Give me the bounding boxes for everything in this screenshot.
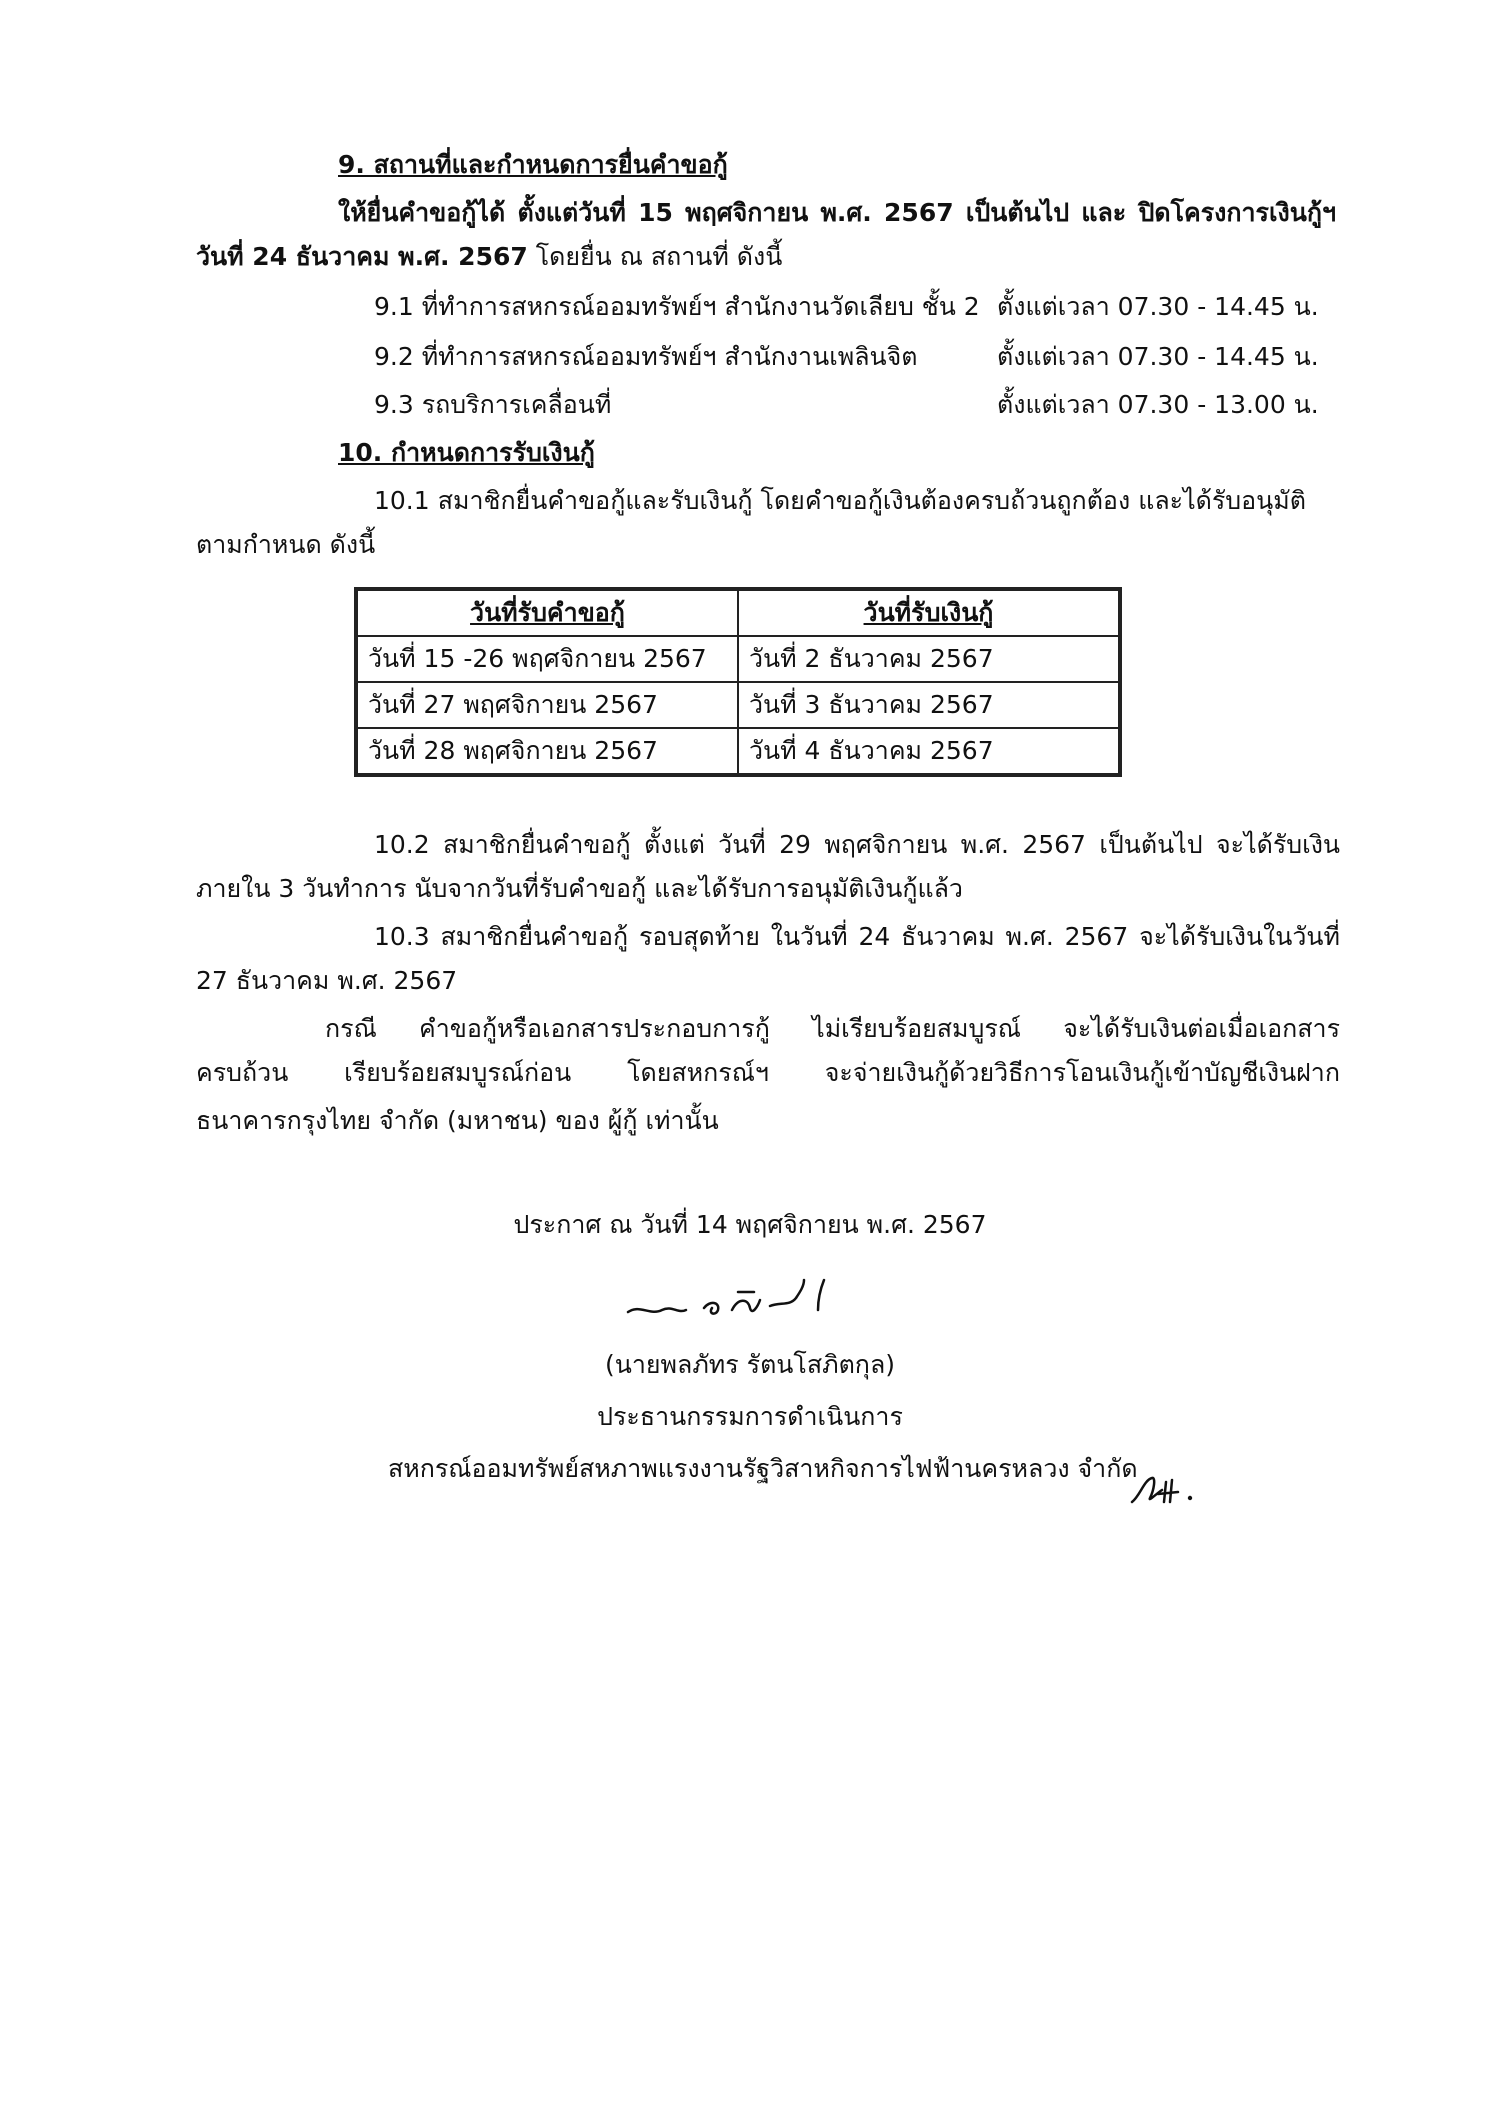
table-row xyxy=(357,728,1119,774)
section-9-heading: 9. สถานที่และกำหนดการยื่นคำขอกู้ xyxy=(338,150,728,179)
section-10-p3-line2: 27 ธันวาคม พ.ศ. 2567 xyxy=(196,966,458,995)
table-cell: วันที่ 3 ธันวาคม 2567 xyxy=(738,682,1119,728)
announcement-date: ประกาศ ณ วันที่ 14 พฤศจิกายน พ.ศ. 2567 xyxy=(513,1210,987,1239)
signature-icon xyxy=(620,1272,860,1332)
signer-title: ประธานกรรมการดำเนินการ xyxy=(597,1402,903,1431)
signer-name: (นายพลภัทร รัตนโสภิตกุล) xyxy=(604,1350,896,1379)
section-10-p1-text: 10.1 สมาชิกยื่นคำขอกู้และรับเงินกู้ โดยคำขอกู้เงินต้องครบถ้วนถูกต้อง และได้รับอนุมัติ xyxy=(374,486,1306,515)
initials-icon xyxy=(1126,1468,1196,1512)
place-item-1: 9.1 ที่ทำการสหกรณ์ออมทรัพย์ฯ สำนักงานวัดเลียบ ชั้น 2 xyxy=(374,292,980,321)
section-10-p2-text: 10.2 สมาชิกยื่นคำขอกู้ ตั้งแต่ วันที่ 29 พฤศจิกายน พ.ศ. 2567 เป็นต้นไป จะได้รับเงิน xyxy=(374,830,1340,859)
place-item-3: 9.3 รถบริการเคลื่อนที่ xyxy=(374,390,612,419)
section-9-intro-text: ให้ยื่นคำขอกู้ได้ ตั้งแต่วันที่ 15 พฤศจิกายน พ.ศ. 2567 เป็นต้นไป และ ปิดโครงการเงินกู้ฯ xyxy=(338,198,1336,227)
closing-date-rest: โดยยื่น ณ สถานที่ ดังนี้ xyxy=(527,242,783,271)
section-10-p3-line1 xyxy=(374,920,1340,954)
table-header-row xyxy=(357,590,1119,636)
table-cell: วันที่ 27 พฤศจิกายน 2567 xyxy=(357,682,738,728)
table-cell: วันที่ 4 ธันวาคม 2567 xyxy=(738,728,1119,774)
section-10-p2-line1 xyxy=(374,828,1340,862)
section-10-p4-line3: ธนาคารกรุงไทย จำกัด (มหาชน) ของ ผู้กู้ เท่านั้น xyxy=(196,1106,719,1135)
place-item-3-time: ตั้งแต่เวลา 07.30 - 13.00 น. xyxy=(997,390,1319,419)
section-10-p4-line2 xyxy=(196,1056,1340,1090)
section-10-p3-text: 10.3 สมาชิกยื่นคำขอกู้ รอบสุดท้าย ในวันที่ 24 ธันวาคม พ.ศ. 2567 จะได้รับเงินในวันที่ xyxy=(374,922,1340,951)
organization-name: สหกรณ์ออมทรัพย์สหภาพแรงงานรัฐวิสาหกิจการไฟฟ้านครหลวง จำกัด xyxy=(388,1454,1138,1483)
table-cell: วันที่ 28 พฤศจิกายน 2567 xyxy=(357,728,738,774)
section-10-heading: 10. กำหนดการรับเงินกู้ xyxy=(338,438,595,467)
section-10-p1-line1 xyxy=(374,484,1306,518)
place-item-2-time: ตั้งแต่เวลา 07.30 - 14.45 น. xyxy=(997,342,1319,371)
table-row xyxy=(357,636,1119,682)
section-10-p1-line2: ตามกำหนด ดังนี้ xyxy=(196,530,376,559)
closing-date: วันที่ 24 ธันวาคม พ.ศ. 2567 xyxy=(196,242,528,271)
table-cell: วันที่ 15 -26 พฤศจิกายน 2567 xyxy=(357,636,738,682)
table-row xyxy=(357,682,1119,728)
section-10-p4-text1: กรณี คำขอกู้หรือเอกสารประกอบการกู้ ไม่เรียบร้อยสมบูรณ์ จะได้รับเงินต่อเมื่อเอกสาร xyxy=(325,1014,1340,1043)
section-10-p2-line2: ภายใน 3 วันทำการ นับจากวันที่รับคำขอกู้ และได้รับการอนุมัติเงินกู้แล้ว xyxy=(196,874,963,903)
table-header-receive-date: วันที่รับเงินกู้ xyxy=(738,590,1119,636)
place-item-2: 9.2 ที่ทำการสหกรณ์ออมทรัพย์ฯ สำนักงานเพลินจิต xyxy=(374,342,918,371)
section-9-intro-line2 xyxy=(196,240,782,274)
section-9-intro-line1 xyxy=(338,196,1336,230)
loan-schedule-table xyxy=(354,587,1122,777)
table-header-request-date: วันที่รับคำขอกู้ xyxy=(357,590,738,636)
place-item-1-time: ตั้งแต่เวลา 07.30 - 14.45 น. xyxy=(997,292,1319,321)
table-cell: วันที่ 2 ธันวาคม 2567 xyxy=(738,636,1119,682)
section-10-p4-text2: ครบถ้วน เรียบร้อยสมบูรณ์ก่อน โดยสหกรณ์ฯ จะจ่ายเงินกู้ด้วยวิธีการโอนเงินกู้เข้าบัญชีเงินฝาก xyxy=(196,1058,1340,1087)
section-10-p4-line1 xyxy=(325,1012,1340,1046)
